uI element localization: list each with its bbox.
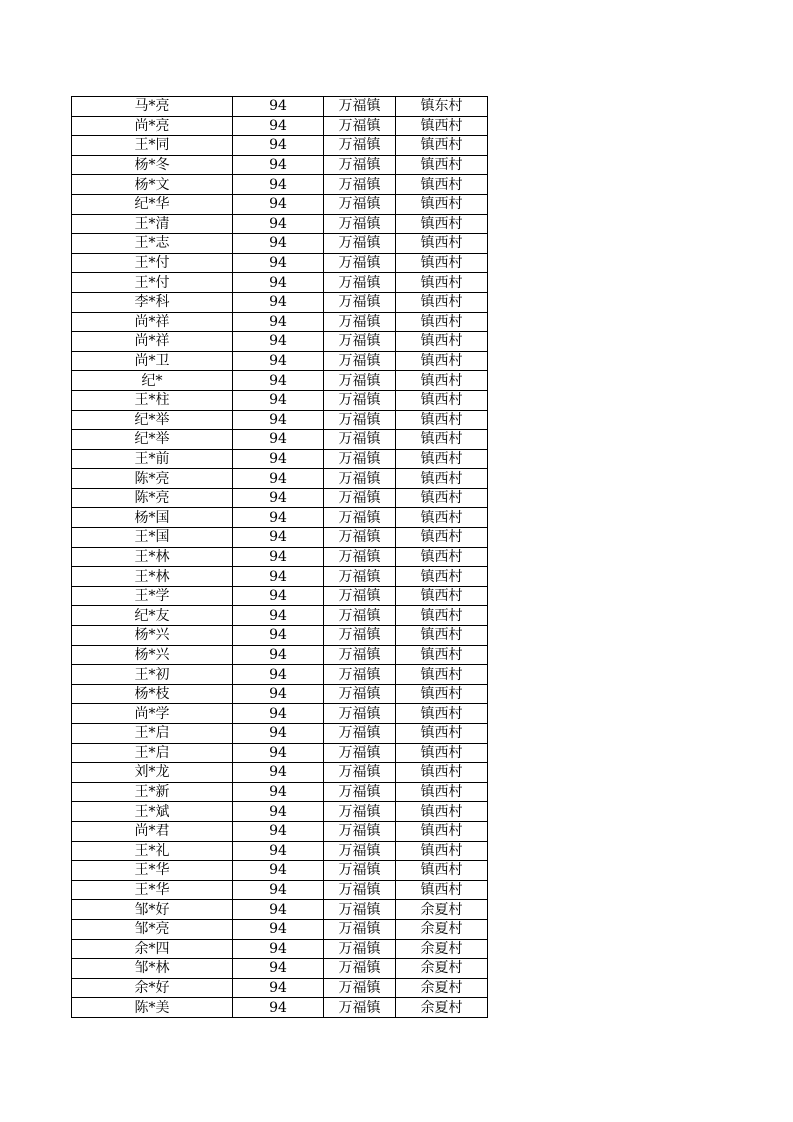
table-row — [72, 292, 488, 312]
town-cell: 万福镇 — [324, 939, 396, 959]
town-cell: 万福镇 — [324, 704, 396, 724]
town-cell: 万福镇 — [324, 645, 396, 665]
village-cell: 镇西村 — [396, 704, 488, 724]
town-cell: 万福镇 — [324, 351, 396, 371]
village-cell: 镇西村 — [396, 194, 488, 214]
town-cell: 万福镇 — [324, 998, 396, 1018]
village-cell: 镇西村 — [396, 586, 488, 606]
score-cell: 94 — [233, 234, 324, 254]
town-cell: 万福镇 — [324, 508, 396, 528]
score-cell: 94 — [233, 97, 324, 117]
village-cell: 镇西村 — [396, 743, 488, 763]
town-cell: 万福镇 — [324, 136, 396, 156]
town-cell: 万福镇 — [324, 743, 396, 763]
name-cell: 王*新 — [72, 782, 233, 802]
table-row — [72, 978, 488, 998]
table-row — [72, 821, 488, 841]
name-cell: 马*亮 — [72, 97, 233, 117]
town-cell: 万福镇 — [324, 586, 396, 606]
town-cell: 万福镇 — [324, 528, 396, 548]
town-cell: 万福镇 — [324, 547, 396, 567]
name-cell: 王*林 — [72, 567, 233, 587]
table-row — [72, 763, 488, 783]
town-cell: 万福镇 — [324, 155, 396, 175]
name-cell: 尚*卫 — [72, 351, 233, 371]
table-row — [72, 606, 488, 626]
town-cell: 万福镇 — [324, 880, 396, 900]
name-cell: 王*柱 — [72, 390, 233, 410]
town-cell: 万福镇 — [324, 214, 396, 234]
table-row — [72, 194, 488, 214]
village-cell: 余夏村 — [396, 998, 488, 1018]
name-cell: 王*启 — [72, 743, 233, 763]
town-cell: 万福镇 — [324, 821, 396, 841]
name-cell: 尚*亮 — [72, 116, 233, 136]
town-cell: 万福镇 — [324, 449, 396, 469]
table-row — [72, 900, 488, 920]
name-cell: 余*四 — [72, 939, 233, 959]
name-cell: 杨*枝 — [72, 684, 233, 704]
table-row — [72, 312, 488, 332]
score-cell: 94 — [233, 998, 324, 1018]
village-cell: 镇西村 — [396, 547, 488, 567]
village-cell: 镇西村 — [396, 116, 488, 136]
village-cell: 镇西村 — [396, 861, 488, 881]
name-cell: 王*初 — [72, 665, 233, 685]
village-cell: 镇西村 — [396, 665, 488, 685]
village-cell: 镇西村 — [396, 136, 488, 156]
score-cell: 94 — [233, 626, 324, 646]
name-cell: 王*清 — [72, 214, 233, 234]
name-cell: 王*林 — [72, 547, 233, 567]
village-cell: 镇西村 — [396, 273, 488, 293]
town-cell: 万福镇 — [324, 684, 396, 704]
score-cell: 94 — [233, 508, 324, 528]
village-cell: 镇西村 — [396, 606, 488, 626]
score-cell: 94 — [233, 469, 324, 489]
score-cell: 94 — [233, 430, 324, 450]
table-body — [72, 97, 488, 1018]
name-cell: 邹*亮 — [72, 919, 233, 939]
name-cell: 王*付 — [72, 253, 233, 273]
score-cell: 94 — [233, 782, 324, 802]
town-cell: 万福镇 — [324, 312, 396, 332]
name-cell: 刘*龙 — [72, 763, 233, 783]
name-cell: 王*同 — [72, 136, 233, 156]
score-cell: 94 — [233, 900, 324, 920]
town-cell: 万福镇 — [324, 234, 396, 254]
town-cell: 万福镇 — [324, 724, 396, 744]
table-row — [72, 998, 488, 1018]
score-cell: 94 — [233, 684, 324, 704]
name-cell: 王*国 — [72, 528, 233, 548]
village-cell: 镇西村 — [396, 821, 488, 841]
name-cell: 尚*学 — [72, 704, 233, 724]
village-cell: 镇西村 — [396, 626, 488, 646]
table-row — [72, 547, 488, 567]
table-row — [72, 155, 488, 175]
village-cell: 余夏村 — [396, 919, 488, 939]
town-cell: 万福镇 — [324, 332, 396, 352]
table-row — [72, 214, 488, 234]
table-row — [72, 488, 488, 508]
table-row — [72, 959, 488, 979]
town-cell: 万福镇 — [324, 900, 396, 920]
score-cell: 94 — [233, 351, 324, 371]
village-cell: 镇西村 — [396, 351, 488, 371]
name-cell: 杨*文 — [72, 175, 233, 195]
score-cell: 94 — [233, 390, 324, 410]
village-cell: 镇西村 — [396, 371, 488, 391]
village-cell: 镇西村 — [396, 390, 488, 410]
table-row — [72, 390, 488, 410]
name-cell: 杨*冬 — [72, 155, 233, 175]
village-cell: 镇西村 — [396, 684, 488, 704]
score-cell: 94 — [233, 802, 324, 822]
village-cell: 镇西村 — [396, 508, 488, 528]
score-cell: 94 — [233, 665, 324, 685]
table-row — [72, 508, 488, 528]
village-cell: 镇西村 — [396, 430, 488, 450]
table-row — [72, 449, 488, 469]
name-cell: 邹*好 — [72, 900, 233, 920]
town-cell: 万福镇 — [324, 959, 396, 979]
score-cell: 94 — [233, 606, 324, 626]
village-cell: 镇西村 — [396, 253, 488, 273]
name-cell: 余*好 — [72, 978, 233, 998]
name-cell: 纪*举 — [72, 430, 233, 450]
score-cell: 94 — [233, 704, 324, 724]
score-cell: 94 — [233, 253, 324, 273]
name-cell: 尚*祥 — [72, 312, 233, 332]
score-cell: 94 — [233, 371, 324, 391]
data-table — [71, 96, 488, 1018]
village-cell: 镇西村 — [396, 234, 488, 254]
village-cell: 镇西村 — [396, 292, 488, 312]
table-row — [72, 528, 488, 548]
table-row — [72, 841, 488, 861]
town-cell: 万福镇 — [324, 802, 396, 822]
score-cell: 94 — [233, 528, 324, 548]
table-row — [72, 919, 488, 939]
score-cell: 94 — [233, 449, 324, 469]
name-cell: 王*启 — [72, 724, 233, 744]
table-row — [72, 469, 488, 489]
name-cell: 王*前 — [72, 449, 233, 469]
town-cell: 万福镇 — [324, 978, 396, 998]
table-row — [72, 782, 488, 802]
name-cell: 杨*兴 — [72, 626, 233, 646]
name-cell: 尚*君 — [72, 821, 233, 841]
table-row — [72, 136, 488, 156]
table-row — [72, 743, 488, 763]
village-cell: 镇西村 — [396, 175, 488, 195]
score-cell: 94 — [233, 763, 324, 783]
table-row — [72, 724, 488, 744]
town-cell: 万福镇 — [324, 371, 396, 391]
table-row — [72, 116, 488, 136]
score-cell: 94 — [233, 194, 324, 214]
village-cell: 镇西村 — [396, 880, 488, 900]
table-row — [72, 273, 488, 293]
table-row — [72, 371, 488, 391]
town-cell: 万福镇 — [324, 410, 396, 430]
score-cell: 94 — [233, 312, 324, 332]
spreadsheet-page — [71, 96, 487, 1018]
village-cell: 镇西村 — [396, 469, 488, 489]
village-cell: 镇西村 — [396, 645, 488, 665]
town-cell: 万福镇 — [324, 861, 396, 881]
town-cell: 万福镇 — [324, 292, 396, 312]
score-cell: 94 — [233, 567, 324, 587]
score-cell: 94 — [233, 645, 324, 665]
village-cell: 镇西村 — [396, 410, 488, 430]
name-cell: 杨*兴 — [72, 645, 233, 665]
town-cell: 万福镇 — [324, 390, 396, 410]
table-row — [72, 684, 488, 704]
name-cell: 尚*祥 — [72, 332, 233, 352]
village-cell: 镇西村 — [396, 488, 488, 508]
table-row — [72, 234, 488, 254]
village-cell: 镇西村 — [396, 155, 488, 175]
score-cell: 94 — [233, 919, 324, 939]
table-row — [72, 939, 488, 959]
town-cell: 万福镇 — [324, 253, 396, 273]
town-cell: 万福镇 — [324, 97, 396, 117]
table-row — [72, 880, 488, 900]
name-cell: 王*礼 — [72, 841, 233, 861]
score-cell: 94 — [233, 821, 324, 841]
score-cell: 94 — [233, 136, 324, 156]
name-cell: 邹*林 — [72, 959, 233, 979]
town-cell: 万福镇 — [324, 469, 396, 489]
score-cell: 94 — [233, 939, 324, 959]
village-cell: 余夏村 — [396, 978, 488, 998]
score-cell: 94 — [233, 273, 324, 293]
score-cell: 94 — [233, 488, 324, 508]
name-cell: 王*付 — [72, 273, 233, 293]
village-cell: 镇西村 — [396, 528, 488, 548]
town-cell: 万福镇 — [324, 919, 396, 939]
table-row — [72, 97, 488, 117]
score-cell: 94 — [233, 292, 324, 312]
table-row — [72, 861, 488, 881]
score-cell: 94 — [233, 841, 324, 861]
village-cell: 镇西村 — [396, 841, 488, 861]
name-cell: 陈*亮 — [72, 469, 233, 489]
village-cell: 余夏村 — [396, 900, 488, 920]
score-cell: 94 — [233, 724, 324, 744]
village-cell: 镇西村 — [396, 782, 488, 802]
score-cell: 94 — [233, 743, 324, 763]
village-cell: 镇西村 — [396, 724, 488, 744]
score-cell: 94 — [233, 155, 324, 175]
table-row — [72, 567, 488, 587]
village-cell: 镇西村 — [396, 312, 488, 332]
town-cell: 万福镇 — [324, 273, 396, 293]
village-cell: 镇西村 — [396, 567, 488, 587]
table-row — [72, 351, 488, 371]
table-row — [72, 802, 488, 822]
town-cell: 万福镇 — [324, 194, 396, 214]
name-cell: 纪* — [72, 371, 233, 391]
score-cell: 94 — [233, 861, 324, 881]
score-cell: 94 — [233, 586, 324, 606]
village-cell: 镇西村 — [396, 332, 488, 352]
score-cell: 94 — [233, 410, 324, 430]
village-cell: 镇西村 — [396, 763, 488, 783]
table-row — [72, 704, 488, 724]
name-cell: 陈*亮 — [72, 488, 233, 508]
village-cell: 镇西村 — [396, 214, 488, 234]
score-cell: 94 — [233, 116, 324, 136]
score-cell: 94 — [233, 880, 324, 900]
town-cell: 万福镇 — [324, 626, 396, 646]
table-row — [72, 665, 488, 685]
name-cell: 李*科 — [72, 292, 233, 312]
town-cell: 万福镇 — [324, 665, 396, 685]
village-cell: 镇西村 — [396, 802, 488, 822]
town-cell: 万福镇 — [324, 763, 396, 783]
score-cell: 94 — [233, 214, 324, 234]
town-cell: 万福镇 — [324, 782, 396, 802]
table-row — [72, 332, 488, 352]
village-cell: 镇西村 — [396, 449, 488, 469]
town-cell: 万福镇 — [324, 841, 396, 861]
village-cell: 余夏村 — [396, 939, 488, 959]
name-cell: 王*学 — [72, 586, 233, 606]
name-cell: 王*志 — [72, 234, 233, 254]
table-row — [72, 430, 488, 450]
table-row — [72, 586, 488, 606]
town-cell: 万福镇 — [324, 606, 396, 626]
name-cell: 王*华 — [72, 861, 233, 881]
name-cell: 王*斌 — [72, 802, 233, 822]
name-cell: 纪*华 — [72, 194, 233, 214]
name-cell: 纪*举 — [72, 410, 233, 430]
table-row — [72, 645, 488, 665]
score-cell: 94 — [233, 332, 324, 352]
score-cell: 94 — [233, 547, 324, 567]
town-cell: 万福镇 — [324, 488, 396, 508]
town-cell: 万福镇 — [324, 116, 396, 136]
village-cell: 镇东村 — [396, 97, 488, 117]
name-cell: 杨*国 — [72, 508, 233, 528]
name-cell: 王*华 — [72, 880, 233, 900]
name-cell: 纪*友 — [72, 606, 233, 626]
village-cell: 余夏村 — [396, 959, 488, 979]
score-cell: 94 — [233, 959, 324, 979]
score-cell: 94 — [233, 978, 324, 998]
town-cell: 万福镇 — [324, 430, 396, 450]
town-cell: 万福镇 — [324, 567, 396, 587]
town-cell: 万福镇 — [324, 175, 396, 195]
table-row — [72, 410, 488, 430]
table-row — [72, 626, 488, 646]
name-cell: 陈*美 — [72, 998, 233, 1018]
table-row — [72, 175, 488, 195]
score-cell: 94 — [233, 175, 324, 195]
table-row — [72, 253, 488, 273]
